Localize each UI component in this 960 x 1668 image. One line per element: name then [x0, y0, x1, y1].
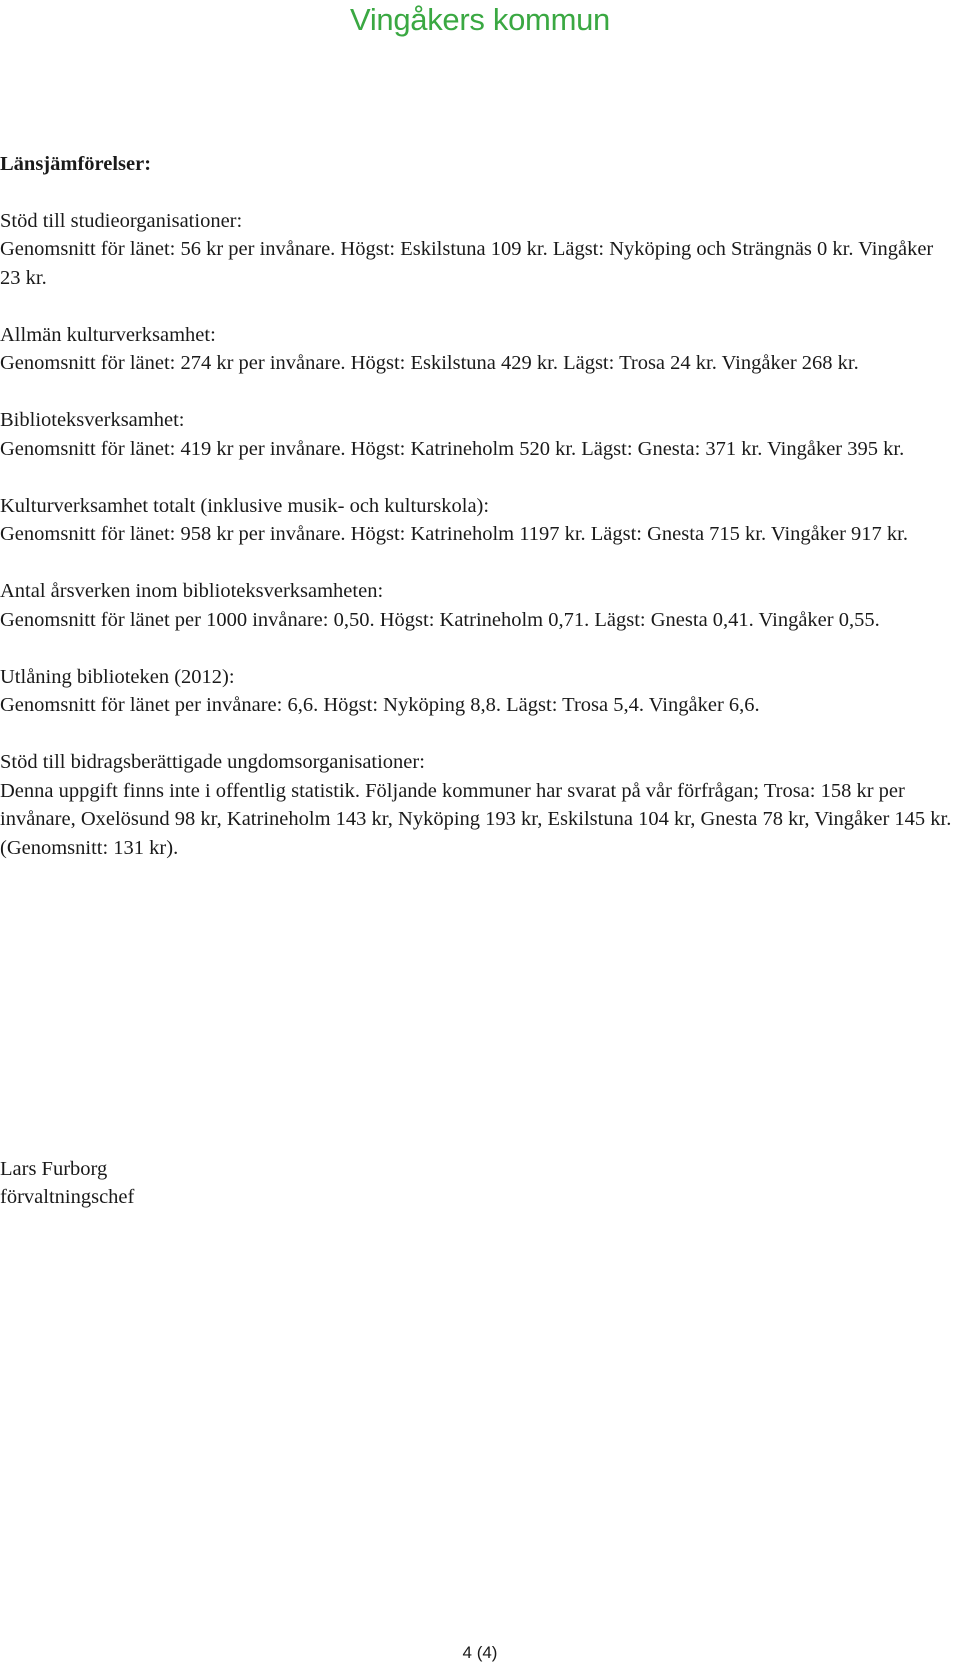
signature-role: förvaltningschef: [0, 1186, 135, 1208]
section-heading: Länsjämförelser:: [0, 153, 152, 175]
comparison-block-library-lending: [0, 663, 958, 720]
block-title: Allmän kulturverksamhet:: [0, 323, 216, 346]
block-title: Utlåning biblioteken (2012):: [0, 665, 235, 688]
block-body: Denna uppgift finns inte i offentlig statistik. Följande kommuner har svarat på vår förfrågan; Trosa: 158 kr per invånare, Oxelösund 98 kr, Katrineholm 143 kr, Nyköping 193 kr, Eskilstuna 104 kr, Gnesta 78 kr, Vingåker 145 kr. (Genomsnitt: 131 kr).: [0, 779, 952, 859]
comparison-block-youth-organisations: [0, 748, 958, 862]
block-body: Genomsnitt för länet: 419 kr per invånare. Högst: Katrineholm 520 kr. Lägst: Gnesta: 371 kr. Vingåker 395 kr.: [0, 437, 905, 460]
block-body: Genomsnitt för länet: 56 kr per invånare. Högst: Eskilstuna 109 kr. Lägst: Nyköping och Strängnäs 0 kr. Vingåker 23 kr.: [0, 238, 934, 289]
block-body: Genomsnitt för länet: 274 kr per invånare. Högst: Eskilstuna 429 kr. Lägst: Trosa 24 kr. Vingåker 268 kr.: [0, 352, 859, 374]
comparison-block-culture-total: [0, 492, 958, 549]
document-body: [0, 150, 958, 891]
page-number: 4 (4): [462, 1643, 498, 1662]
comparison-block-library-staff: [0, 577, 958, 634]
document-header-title: Vingåkers kommun: [350, 2, 610, 37]
signature-name: Lars Furborg: [0, 1158, 108, 1180]
block-title: Kulturverksamhet totalt (inklusive musik- och kulturskola):: [0, 494, 490, 517]
comparison-block-study-organisations: [0, 207, 958, 293]
block-title: Antal årsverken inom biblioteksverksamheten:: [0, 580, 384, 602]
comparison-block-general-culture: [0, 321, 958, 378]
block-title: Stöd till studieorganisationer:: [0, 209, 243, 232]
block-title: Stöd till bidragsberättigade ungdomsorganisationer:: [0, 751, 425, 773]
comparison-block-library: [0, 406, 958, 463]
block-title: Biblioteksverksamhet:: [0, 409, 185, 431]
block-body: Genomsnitt för länet per 1000 invånare: 0,50. Högst: Katrineholm 0,71. Lägst: Gnesta 0,41. Vingåker 0,55.: [0, 608, 880, 631]
block-body: Genomsnitt för länet: 958 kr per invånare. Högst: Katrineholm 1197 kr. Lägst: Gnesta 715 kr. Vingåker 917 kr.: [0, 523, 908, 545]
signature-block: [0, 1155, 134, 1211]
block-body: Genomsnitt för länet per invånare: 6,6. Högst: Nyköping 8,8. Lägst: Trosa 5,4. Vingåker 6,6.: [0, 694, 760, 716]
